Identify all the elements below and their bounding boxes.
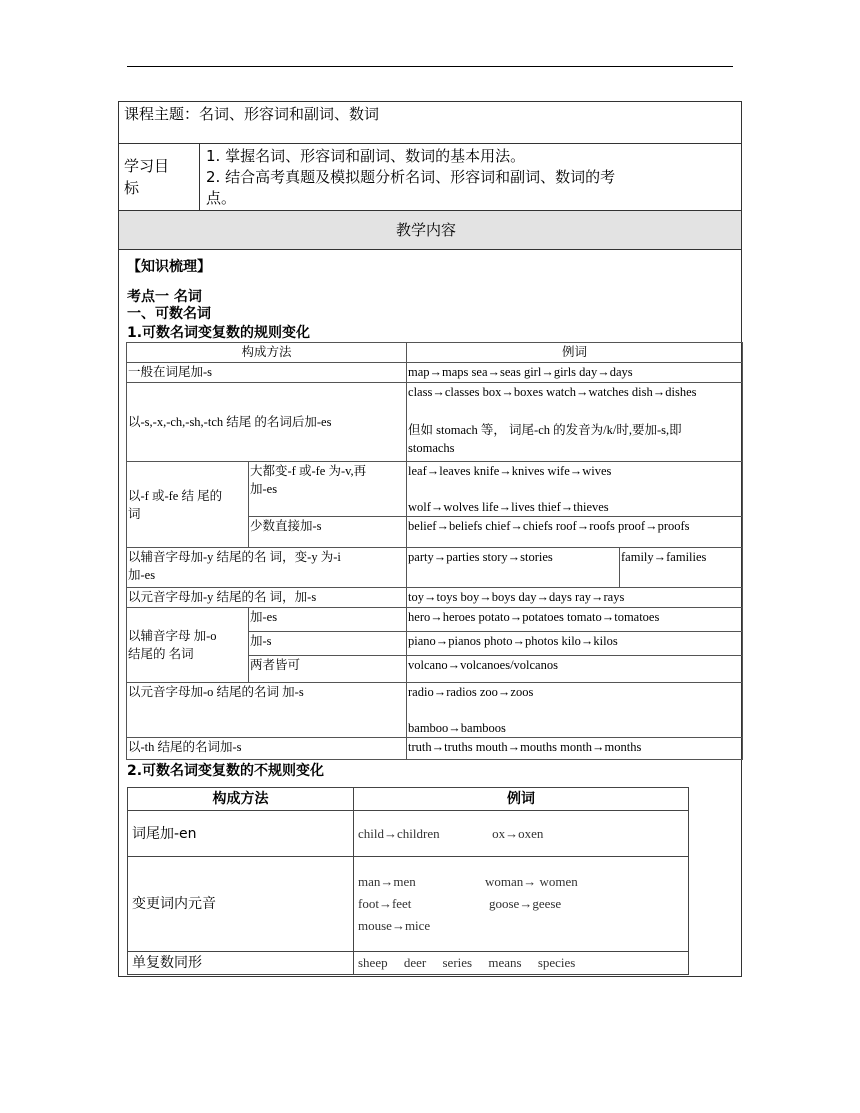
example-word: species — [537, 955, 576, 970]
method-line: 大都变-f 或-fe 为-v,再 — [250, 464, 367, 478]
header-rule — [127, 66, 733, 67]
goal-line-1: 1. 掌握名词、形容词和副词、数词的基本用法。 — [206, 147, 526, 165]
example-word: woman→ women — [485, 874, 578, 889]
rule-example — [407, 683, 743, 738]
rule-method: 加-s — [249, 632, 407, 656]
example-word: sheep — [358, 955, 388, 970]
rule-method: 单复数同形 — [128, 952, 354, 975]
example-line: radio→radios zoo→zoos — [408, 685, 534, 699]
rule-example — [354, 811, 689, 857]
example-line: bamboo→bamboos — [408, 721, 506, 735]
point-heading: 考点一 名词 — [127, 289, 202, 305]
group-line: 词 — [128, 506, 141, 521]
content-title: 教学内容 — [396, 221, 457, 239]
rule-group — [127, 608, 249, 683]
rule-example — [407, 383, 743, 462]
rule-example: party→parties story→stories — [407, 548, 620, 588]
goal-line-3: 点。 — [206, 189, 237, 207]
example-line: wolf→wolves life→lives thief→thieves — [408, 500, 609, 514]
col-method-header: 构成方法 — [127, 343, 407, 363]
method-line: 以辅音字母加-y 结尾的名 词，变-y 为-i — [128, 550, 341, 564]
example-word: child→children — [358, 825, 440, 841]
rule-method: 加-es — [249, 608, 407, 632]
rule-method: 以-th 结尾的名词加-s — [127, 738, 407, 760]
rule-method — [127, 548, 407, 588]
rule-example — [354, 952, 689, 975]
rule-method: 词尾加-en — [128, 811, 354, 857]
goal-line-2: 2. 结合高考真题及模拟题分析名词、形容词和副词、数词的考 — [206, 168, 616, 186]
example-line: stomachs — [408, 441, 455, 455]
example-line: leaf→leaves knife→knives wife→wives — [408, 464, 612, 478]
group-line: 以-f 或-fe 结 尾的 — [128, 488, 223, 503]
rule-method — [249, 462, 407, 517]
example-word: goose→geese — [489, 896, 562, 911]
rule-method: 以元音字母加-o 结尾的名词 加-s — [127, 683, 407, 738]
col-example-header: 例词 — [407, 343, 743, 363]
rule-example: family→families — [620, 548, 743, 588]
example-line: 但如 stomach 等， 词尾-ch 的发音为/k/时,要加-s,即 — [408, 423, 682, 437]
sub-sub-heading: 1.可数名词变复数的规则变化 — [127, 325, 311, 341]
example-word: series — [442, 955, 473, 970]
regular-plural-table — [126, 342, 743, 760]
rule-example: belief→beliefs chief→chiefs roof→roofs proof→proofs — [407, 517, 743, 548]
col-method-header: 构成方法 — [128, 788, 354, 811]
rule-method: 以-s,-x,-ch,-sh,-tch 结尾 的名词后加-es — [127, 383, 407, 462]
rule-example — [354, 857, 689, 952]
rule-example: map→maps sea→seas girl→girls day→days — [407, 363, 743, 383]
rule-method: 一般在词尾加-s — [127, 363, 407, 383]
group-line: 结尾的 名词 — [128, 647, 194, 661]
rule-method: 变更词内元音 — [128, 857, 354, 952]
sub-heading: 一、可数名词 — [127, 306, 211, 322]
course-topic: 课程主题：名词、形容词和副词、数词 — [124, 105, 380, 123]
knowledge-heading: 【知识梳理】 — [127, 259, 211, 275]
method-line: 加-es — [128, 568, 156, 582]
method-line: 加-es — [250, 482, 278, 496]
example-word: man→men — [358, 874, 416, 889]
rule-method: 少数直接加-s — [249, 517, 407, 548]
example-word: mouse→mice — [358, 918, 431, 933]
sub-sub-heading: 2.可数名词变复数的不规则变化 — [127, 763, 325, 779]
rule-example: piano→pianos photo→photos kilo→kilos — [407, 632, 743, 656]
example-word: ox→oxen — [492, 825, 544, 841]
example-word: foot→feet — [358, 896, 412, 911]
example-word: means — [488, 955, 522, 970]
rule-example: volcano→volcanoes/volcanos — [407, 656, 743, 683]
rule-method: 以元音字母加-y 结尾的名 词，加-s — [127, 588, 407, 608]
example-line: class→classes box→boxes watch→watches dish→dishes — [408, 385, 697, 399]
goal-label-line1: 学习目 — [124, 157, 170, 175]
rule-method: 两者皆可 — [249, 656, 407, 683]
rule-example — [407, 462, 743, 517]
rule-group — [127, 462, 249, 548]
divider — [119, 249, 741, 250]
divider — [119, 143, 741, 144]
example-word: deer — [403, 955, 427, 970]
rule-example: toy→toys boy→boys day→days ray→rays — [407, 588, 743, 608]
goal-label-line2: 标 — [124, 179, 140, 197]
col-example-header: 例词 — [354, 788, 689, 811]
rule-example: hero→heroes potato→potatoes tomato→tomatoes — [407, 608, 743, 632]
divider — [199, 143, 200, 210]
group-line: 以辅音字母 加-o — [128, 629, 217, 643]
rule-example: truth→truths mouth→mouths month→months — [407, 738, 743, 760]
irregular-plural-table — [127, 787, 689, 975]
